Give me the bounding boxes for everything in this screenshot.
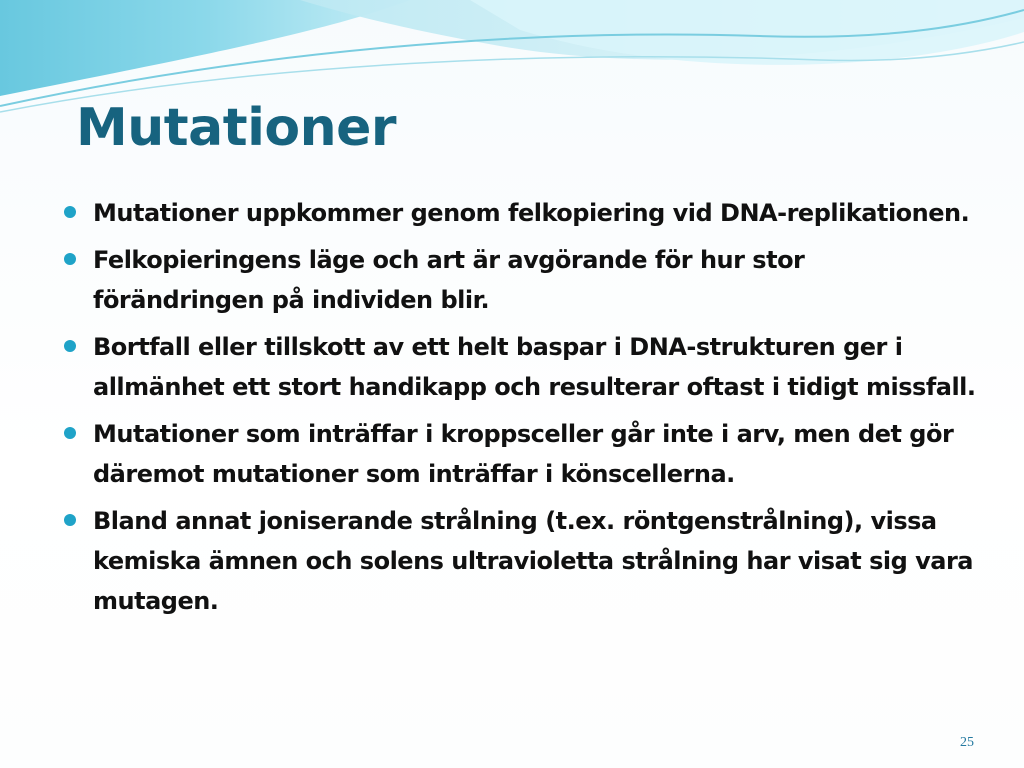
bullet-dot-icon [64, 253, 76, 265]
bullet-item [60, 414, 980, 494]
bullet-item [60, 327, 980, 407]
page-number: 25 [960, 735, 974, 750]
bullet-item [60, 501, 980, 621]
slide-title: Mutationer [76, 98, 397, 158]
bullet-text: Mutationer som inträffar i kroppsceller går inte i arv, men det gör däremot mutationer som inträffar i könscellerna. [93, 420, 954, 488]
bullet-dot-icon [64, 514, 76, 526]
bullet-dot-icon [64, 427, 76, 439]
bullet-item [60, 193, 980, 233]
bullet-text: Mutationer uppkommer genom felkopiering vid DNA-replikationen. [93, 199, 970, 227]
bullet-item [60, 240, 980, 320]
bullet-text: Bortfall eller tillskott av ett helt baspar i DNA-strukturen ger i allmänhet ett stort handikapp och resulterar oftast i tidigt missfall. [93, 333, 976, 401]
bullet-dot-icon [64, 206, 76, 218]
bullet-dot-icon [64, 340, 76, 352]
bullet-text: Felkopieringens läge och art är avgörande för hur stor förändringen på individen blir. [93, 246, 805, 314]
bullet-list [60, 193, 980, 628]
bullet-text: Bland annat joniserande strålning (t.ex. röntgenstrålning), vissa kemiska ämnen och solens ultravioletta strålning har visat sig vara mutagen. [93, 507, 973, 615]
